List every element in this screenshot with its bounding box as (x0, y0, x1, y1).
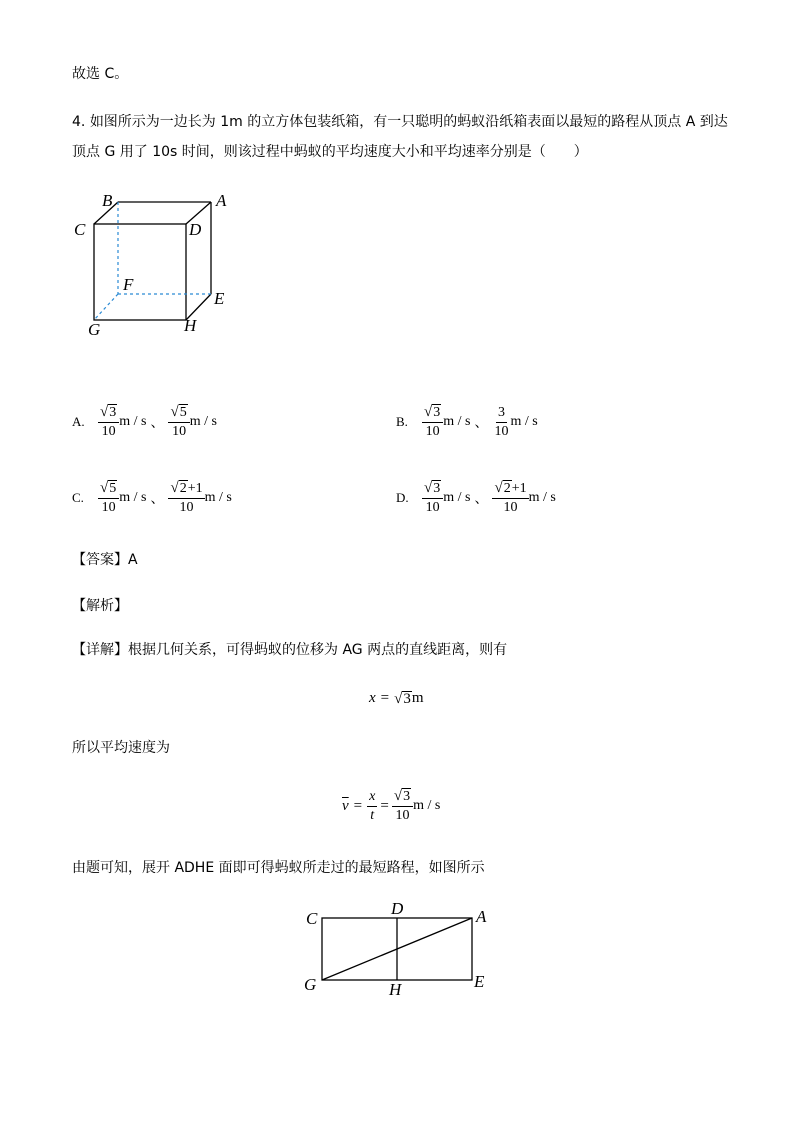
previous-answer: 故选 C。 (72, 66, 129, 82)
cube-label-E: E (214, 289, 225, 308)
detail-line (72, 640, 507, 660)
option-b (396, 404, 538, 440)
answer-line (72, 550, 138, 570)
option-b-separator: 、 (474, 415, 489, 431)
option-a-velocity-radicand: 3 (109, 405, 117, 420)
option-b-speed-numerator: 3 (496, 405, 507, 423)
cube-label-D: D (189, 220, 202, 239)
rect-label-C: C (306, 909, 318, 928)
option-a-speed-denominator: 10 (172, 424, 187, 439)
eq1-equals: = (380, 690, 390, 706)
detail-tag: 【详解】 (72, 642, 128, 658)
option-b-unit-1: m / s (443, 414, 471, 429)
cube-label-B: B (102, 191, 113, 210)
option-d-speed: √ 2 +1 10 (494, 480, 527, 515)
equation-displacement (369, 690, 424, 707)
option-a-speed-radicand: 5 (179, 405, 187, 420)
question-number: 4. (72, 114, 86, 130)
option-c-speed-radicand: 2 (179, 481, 187, 496)
option-c-velocity: √ 5 10 (98, 480, 119, 516)
option-a-separator: 、 (150, 415, 165, 431)
eq1-radicand: 3 (403, 690, 411, 707)
option-c-speed-plus-one: +1 (187, 481, 203, 496)
eq2-denominator-t: t (370, 807, 375, 823)
eq2-equals-2: = (380, 797, 389, 814)
option-c-speed-denominator: 10 (179, 500, 194, 515)
option-a (72, 404, 217, 440)
question-line-1 (72, 112, 728, 132)
cube-label-H: H (184, 316, 197, 335)
option-d-separator: 、 (474, 491, 489, 507)
option-b-unit-2: m / s (510, 414, 538, 429)
option-b-velocity-radicand: 3 (433, 405, 441, 420)
option-a-unit-2: m / s (189, 414, 217, 429)
cube-label-A: A (216, 191, 227, 210)
equation-average-velocity (342, 788, 440, 824)
eq2-lhs: $\overline{v}$ (342, 797, 349, 814)
eq1-unit: m (411, 690, 424, 706)
eq1-lhs: x (369, 690, 376, 706)
option-a-velocity-denominator: 10 (101, 424, 116, 439)
option-b-velocity-denominator: 10 (425, 424, 440, 439)
question-text-2: 顶点 G 用了 10s 时间，则该过程中蚂蚁的平均速度大小和平均速率分别是（ ） (72, 144, 588, 160)
eq2-unit: m / s (413, 798, 441, 813)
rect-label-D: D (391, 899, 404, 918)
rect-label-A: A (476, 907, 487, 926)
option-b-speed-denominator: 10 (494, 423, 509, 439)
option-d-speed-radicand: 2 (503, 481, 511, 496)
rect-label-E: E (474, 972, 485, 991)
option-b-velocity: √ 3 10 (422, 404, 443, 440)
eq2-numerator-x: x (367, 789, 377, 807)
option-b-letter: B. (396, 414, 408, 429)
option-d-velocity-denominator: 10 (425, 500, 440, 515)
cube-label-C: C (74, 220, 86, 239)
cube-hidden-edge-FG (94, 294, 118, 320)
option-a-unit-1: m / s (119, 414, 147, 429)
option-d-unit-2: m / s (528, 490, 556, 505)
option-c-velocity-radicand: 5 (109, 481, 117, 496)
option-d-velocity-radicand: 3 (433, 481, 441, 496)
option-d-letter: D. (396, 490, 409, 505)
option-a-letter: A. (72, 414, 85, 429)
option-d-unit-1: m / s (443, 490, 471, 505)
option-c (72, 480, 232, 516)
analysis-tag: 【解析】 (72, 598, 128, 614)
option-c-separator: 、 (150, 491, 165, 507)
cube-label-G: G (88, 320, 101, 339)
option-d-speed-plus-one: +1 (511, 481, 527, 496)
unfolded-figure (298, 898, 498, 1002)
option-d-speed-denominator: 10 (503, 500, 518, 515)
eq1-sqrt: √ 3 (394, 690, 411, 707)
eq2-denominator-10: 10 (395, 808, 410, 823)
option-c-unit-2: m / s (204, 490, 232, 505)
answer-value: A (128, 552, 138, 568)
rect-label-H: H (389, 980, 402, 999)
rect-label-G: G (304, 975, 317, 994)
option-c-letter: C. (72, 490, 84, 505)
option-c-velocity-denominator: 10 (101, 500, 116, 515)
eq2-equals-1: = (353, 797, 363, 814)
detail-text: 根据几何关系，可得蚂蚁的位移为 AG 两点的直线距离，则有 (128, 642, 508, 658)
eq2-fraction-xt (367, 789, 377, 824)
eq2-radicand: 3 (403, 789, 411, 804)
eq2-fraction-value: √ 3 10 (392, 788, 413, 824)
option-c-unit-1: m / s (119, 490, 147, 505)
cube-front-face (94, 224, 186, 320)
option-b-speed (492, 405, 510, 440)
option-d (396, 480, 556, 516)
option-a-speed: √ 5 10 (168, 404, 189, 440)
answer-tag: 【答案】 (72, 552, 128, 568)
option-d-velocity: √ 3 10 (422, 480, 443, 516)
option-a-velocity: √ 3 10 (98, 404, 119, 440)
option-c-speed: √ 2 +1 10 (170, 480, 203, 515)
unfold-text: 由题可知，展开 ADHE 面即可得蚂蚁所走过的最短路程，如图所示 (72, 860, 485, 876)
avg-velocity-text: 所以平均速度为 (72, 740, 170, 756)
question-text-1: 如图所示为一边长为 1m 的立方体包装纸箱，有一只聪明的蚂蚁沿纸箱表面以最短的路程从顶点 A 到达 (89, 114, 728, 130)
cube-label-F: F (123, 275, 134, 294)
cube-figure (66, 186, 246, 346)
